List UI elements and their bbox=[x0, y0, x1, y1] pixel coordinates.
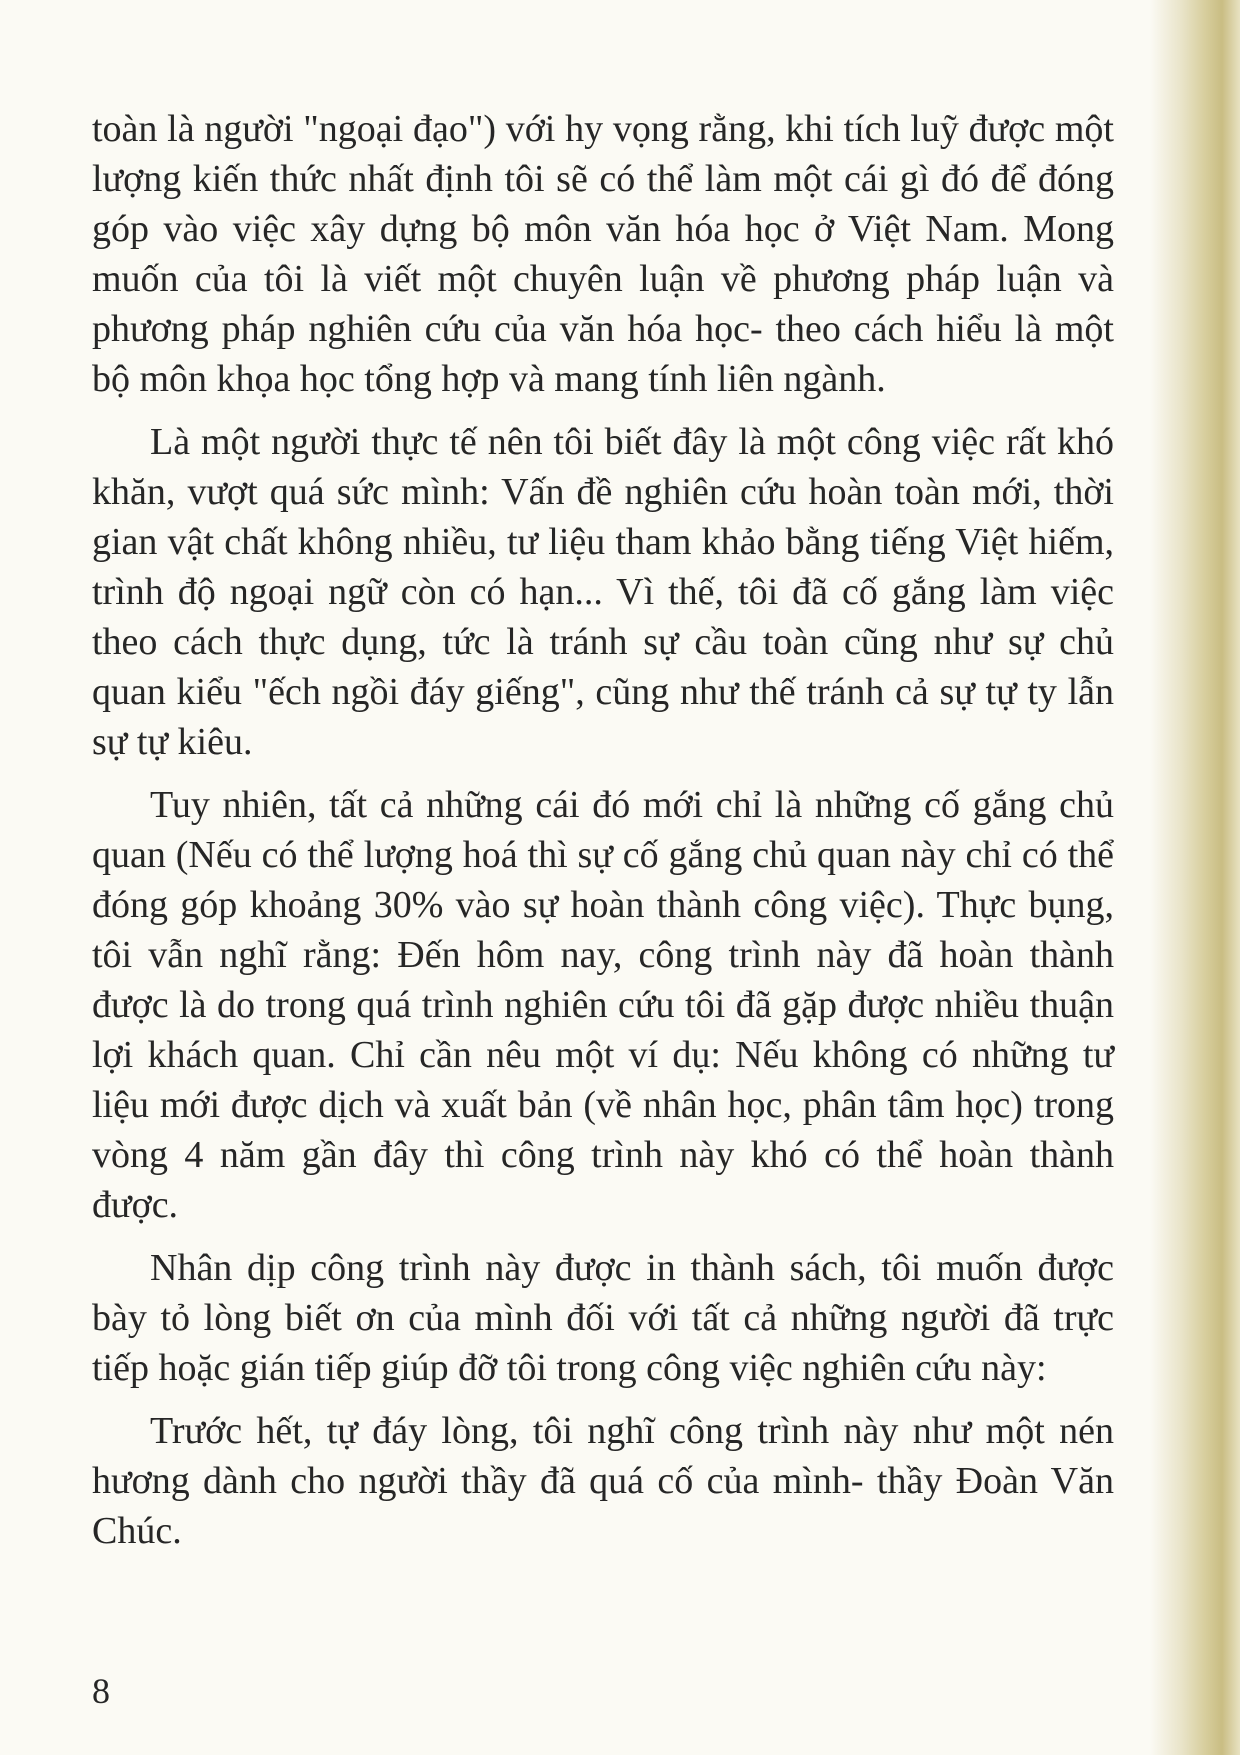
paragraph: Là một người thực tế nên tôi biết đây là một công việc rất khó khăn, vượt quá sức mình: Vấn đề nghiên cứu hoàn toàn mới, thời gian vật chất không nhiều, tư liệu tham khảo bằng tiếng Việt hiếm, trình độ ngoại ngữ còn có hạn... Vì thế, tôi đã cố gắng làm việc theo cách thực dụng, tức là tránh sự cầu toàn cũng như sự chủ quan kiểu "ếch ngồi đáy giếng", cũng như thế tránh cả sự tự ty lẫn sự tự kiêu. bbox=[92, 421, 1114, 763]
paragraph: Trước hết, tự đáy lòng, tôi nghĩ công trình này như một nén hương dành cho người thầy đã quá cố của mình- thầy Đoàn Văn Chúc. bbox=[92, 1410, 1114, 1552]
page-binding-edge bbox=[1150, 0, 1240, 1755]
body-text bbox=[92, 104, 1114, 1569]
paragraph: Tuy nhiên, tất cả những cái đó mới chỉ là những cố gắng chủ quan (Nếu có thể lượng hoá thì sự cố gắng chủ quan này chỉ có thể đóng góp khoảng 30% vào sự hoàn thành công việc). Thực bụng, tôi vẫn nghĩ rằng: Đến hôm nay, công trình này đã hoàn thành được là do trong quá trình nghiên cứu tôi đã gặp được nhiều thuận lợi khách quan. Chỉ cần nêu một ví dụ: Nếu không có những tư liệu mới được dịch và xuất bản (về nhân học, phân tâm học) trong vòng 4 năm gần đây thì công trình này khó có thể hoàn thành được. bbox=[92, 784, 1114, 1226]
paragraph: toàn là người "ngoại đạo") với hy vọng rằng, khi tích luỹ được một lượng kiến thức nhất định tôi sẽ có thể làm một cái gì đó để đóng góp vào việc xây dựng bộ môn văn hóa học ở Việt Nam. Mong muốn của tôi là viết một chuyên luận về phương pháp luận và phương pháp nghiên cứu của văn hóa học- theo cách hiểu là một bộ môn khọa học tổng hợp và mang tính liên ngành. bbox=[92, 108, 1114, 400]
paragraph: Nhân dịp công trình này được in thành sách, tôi muốn được bày tỏ lòng biết ơn của mình đối với tất cả những người đã trực tiếp hoặc gián tiếp giúp đỡ tôi trong công việc nghiên cứu này: bbox=[92, 1247, 1114, 1389]
page-number: 8 bbox=[92, 1671, 110, 1711]
